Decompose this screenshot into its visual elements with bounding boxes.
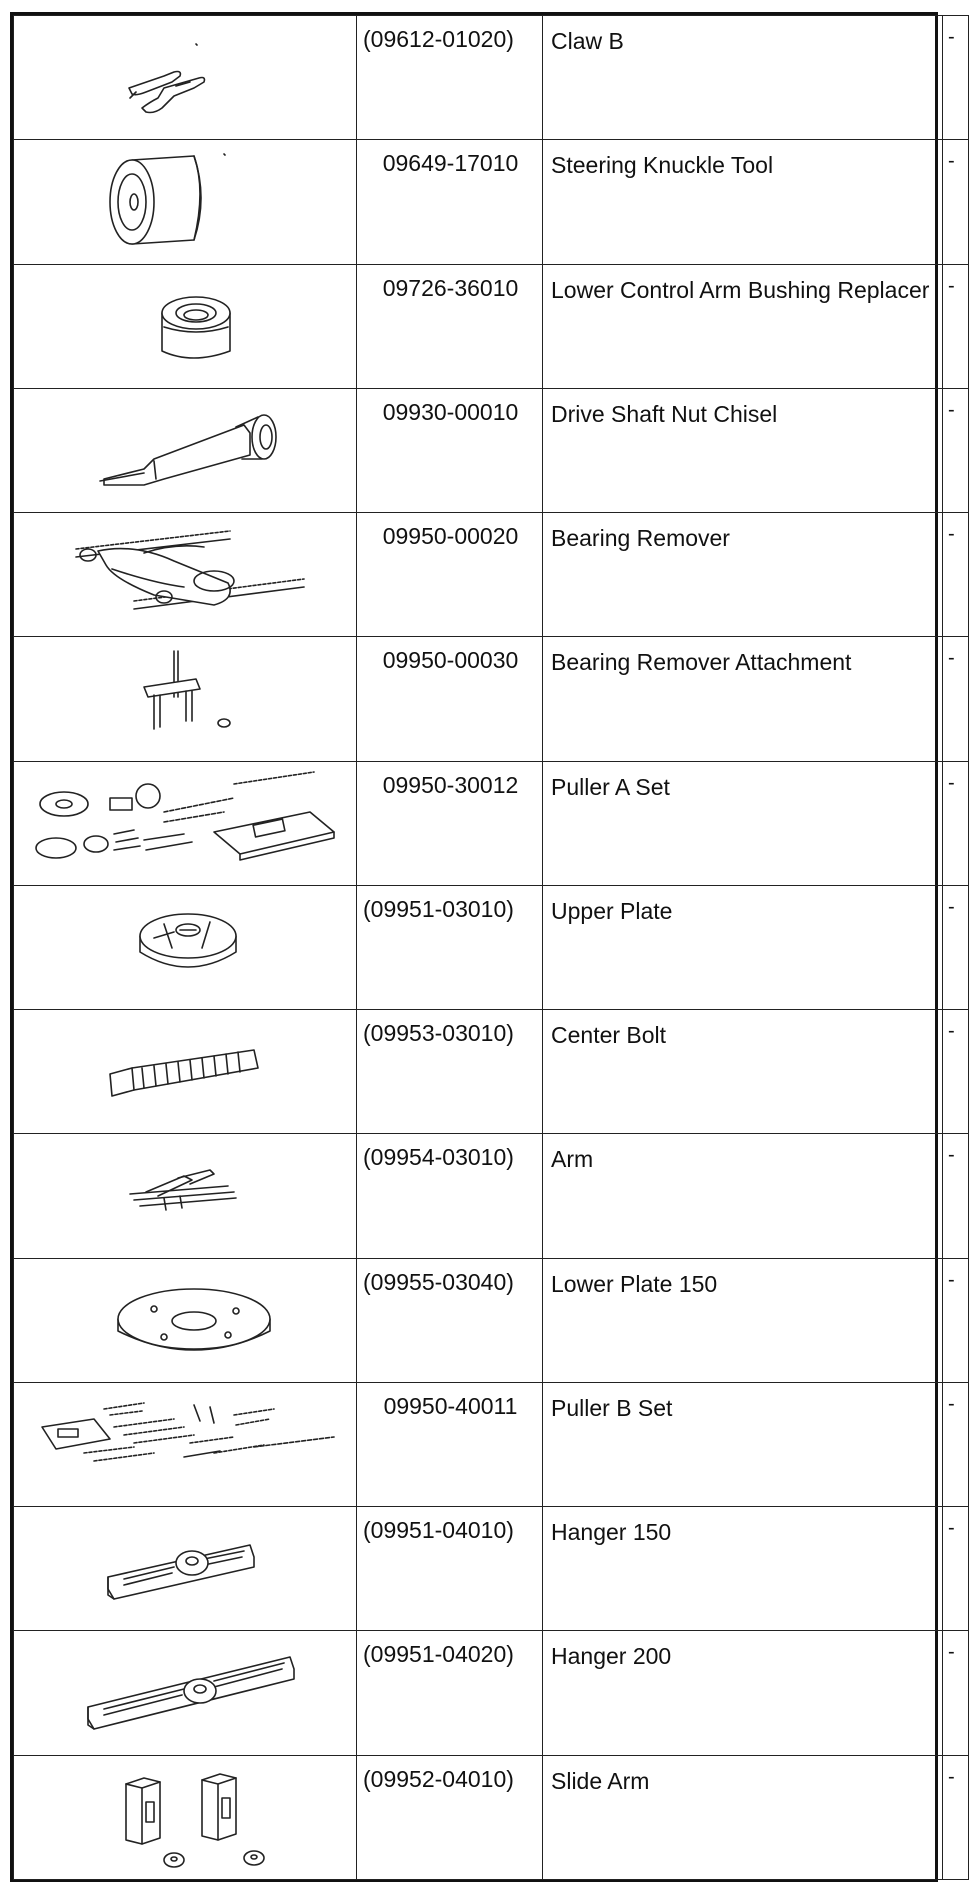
tool-name: Puller A Set	[543, 761, 943, 885]
tool-name: Claw B	[543, 16, 943, 140]
tool-illustration-cell	[14, 140, 357, 264]
part-number: (09951-04010)	[357, 1507, 543, 1631]
note-cell: -	[943, 1507, 969, 1631]
tool-name: Bearing Remover Attachment	[543, 637, 943, 761]
part-number: (09955-03040)	[357, 1258, 543, 1382]
tool-name: Puller B Set	[543, 1382, 943, 1506]
steering-knuckle-tool-icon	[14, 140, 356, 264]
note-cell: -	[943, 264, 969, 388]
tool-illustration-cell	[14, 1507, 357, 1631]
tool-illustration-cell	[14, 885, 357, 1009]
note-cell: -	[943, 140, 969, 264]
table-row	[14, 16, 969, 140]
note-cell: -	[943, 885, 969, 1009]
tool-illustration-cell	[14, 1755, 357, 1879]
tool-name: Steering Knuckle Tool	[543, 140, 943, 264]
table-row	[14, 1631, 969, 1755]
tool-illustration-cell	[14, 1134, 357, 1258]
note-cell: -	[943, 637, 969, 761]
table-row	[14, 264, 969, 388]
special-tools-table	[13, 15, 969, 1880]
chisel-icon	[14, 389, 356, 513]
tool-name: Drive Shaft Nut Chisel	[543, 388, 943, 512]
part-number: 09950-00020	[357, 513, 543, 637]
note-cell: -	[943, 1382, 969, 1506]
part-number: (09951-04020)	[357, 1631, 543, 1755]
tool-illustration-cell	[14, 388, 357, 512]
note-cell: -	[943, 1631, 969, 1755]
tool-name: Lower Control Arm Bushing Replacer	[543, 264, 943, 388]
bearing-remover-attachment-icon	[14, 637, 356, 761]
tool-illustration-cell	[14, 1010, 357, 1134]
lower-plate-icon	[14, 1259, 356, 1383]
table-row	[14, 140, 969, 264]
puller-b-set-icon	[14, 1383, 356, 1507]
table-row	[14, 513, 969, 637]
tool-illustration-cell	[14, 264, 357, 388]
part-number: (09951-03010)	[357, 885, 543, 1009]
tool-name: Slide Arm	[543, 1755, 943, 1879]
table-row	[14, 1010, 969, 1134]
tool-illustration-cell	[14, 513, 357, 637]
hanger-150-icon	[14, 1507, 356, 1631]
tool-illustration-cell	[14, 16, 357, 140]
note-cell: -	[943, 513, 969, 637]
tool-illustration-cell	[14, 761, 357, 885]
note-cell: -	[943, 1258, 969, 1382]
table-row	[14, 1134, 969, 1258]
table-row	[14, 1755, 969, 1879]
part-number: 09950-40011	[357, 1382, 543, 1506]
part-number: (09952-04010)	[357, 1755, 543, 1879]
upper-plate-icon	[14, 886, 356, 1010]
bushing-replacer-icon	[14, 265, 356, 389]
tool-name: Arm	[543, 1134, 943, 1258]
note-cell: -	[943, 1134, 969, 1258]
table-row	[14, 885, 969, 1009]
note-cell: -	[943, 1755, 969, 1879]
part-number: (09954-03010)	[357, 1134, 543, 1258]
part-number: 09726-36010	[357, 264, 543, 388]
table-row	[14, 761, 969, 885]
arm-icon	[14, 1134, 356, 1258]
part-number: 09950-00030	[357, 637, 543, 761]
part-number: (09612-01020)	[357, 16, 543, 140]
tool-name: Center Bolt	[543, 1010, 943, 1134]
center-bolt-icon	[14, 1010, 356, 1134]
puller-a-set-icon	[14, 762, 356, 886]
special-tools-table-frame	[10, 12, 955, 1882]
table-row	[14, 1382, 969, 1506]
slide-arm-icon	[14, 1756, 356, 1880]
tool-name: Upper Plate	[543, 885, 943, 1009]
note-cell: -	[943, 1010, 969, 1134]
claw-b-icon	[14, 16, 356, 140]
tool-illustration-cell	[14, 1258, 357, 1382]
note-cell: -	[943, 388, 969, 512]
part-number: 09930-00010	[357, 388, 543, 512]
tool-name: Hanger 200	[543, 1631, 943, 1755]
part-number: (09953-03010)	[357, 1010, 543, 1134]
tool-illustration-cell	[14, 637, 357, 761]
tool-name: Hanger 150	[543, 1507, 943, 1631]
hanger-200-icon	[14, 1631, 356, 1755]
part-number: 09950-30012	[357, 761, 543, 885]
tool-name: Lower Plate 150	[543, 1258, 943, 1382]
table-row	[14, 1507, 969, 1631]
table-row	[14, 1258, 969, 1382]
part-number: 09649-17010	[357, 140, 543, 264]
note-cell: -	[943, 761, 969, 885]
tool-illustration-cell	[14, 1631, 357, 1755]
tool-illustration-cell	[14, 1382, 357, 1506]
tool-name: Bearing Remover	[543, 513, 943, 637]
table-row	[14, 637, 969, 761]
table-row	[14, 388, 969, 512]
note-cell: -	[943, 16, 969, 140]
bearing-remover-icon	[14, 513, 356, 637]
